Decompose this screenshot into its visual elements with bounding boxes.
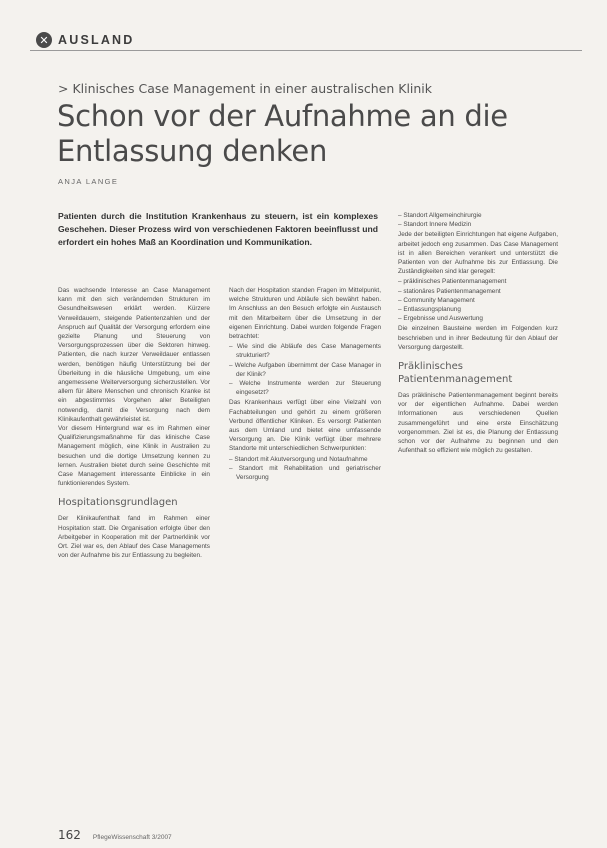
paragraph: Nach der Hospitation standen Fragen im Mittelpunkt, welche Strukturen und Abläufe sich bewährt haben. Im Anschluss an den Besuch erfolgte ein Austausch mit den Mitarbeitern über die Umsetzung in der eigenen Einrichtung. Dabei wurden folgende Fragen betrachtet:: [229, 287, 381, 341]
text-column-2: [229, 286, 381, 834]
article-lead: Patienten durch die Institution Krankenhaus zu steuern, ist ein komplexes Geschehen. Dieser Prozess wird von verschiedenen Faktoren beeinflusst und erfordert ein hohes Maß an Koordination und Kommunikation.: [58, 211, 378, 247]
list-item: – Welche Aufgaben übernimmt der Case Manager in der Klinik?: [229, 361, 381, 378]
bullet-list: [398, 211, 558, 229]
subheading: Hospitationsgrundlagen: [58, 497, 178, 509]
list-item: – Standort Allgemeinchirurgie: [398, 212, 482, 219]
list-item: – Wie sind die Abläufe des Case Managements strukturiert?: [229, 343, 381, 360]
journal-name: PflegeWissenschaft 3/2007: [92, 834, 172, 841]
paragraph: Vor diesem Hintergrund war es im Rahmen einer Qualifizierungsmaßnahme für das klinische Case Management möglich, eine Klinik in Australien zu besuchen und die dortige Umsetzung kennen zu lernen. Australien bietet durch seine Geschichte mit Case Management interessante Einblicke in ein funktionierendes System.: [58, 425, 210, 488]
paragraph: Das Krankenhaus verfügt über eine Vielzahl von Fachabteilungen und gehört zu einem größeren Verbund öffentlicher Kliniken. Es versorgt Patienten aus dem Umland und bietet eine umfassende Versorgung an. Die Klinik verfügt über mehrere Standorte mit unterschiedlichen Schwerpunkten:: [229, 399, 381, 453]
page-footer: [58, 828, 172, 842]
list-item: – Standort mit Rehabilitation und geriatrischer Versorgung: [229, 464, 381, 482]
article-author: ANJA LANGE: [58, 177, 119, 186]
paragraph: Das präklinische Patientenmanagement beginnt bereits vor der eigentlichen Aufnahme. Dabei werden Informationen aus verschiedenen Quellen zusammengeführt und eine erste Einschätzung vorgenommen. Ziel ist es, die Planung der Entlassung schon vor der Aufnahme zu beginnen und den Aufenthalt so effizient wie möglich zu gestalten.: [398, 392, 558, 455]
text-column-1: [58, 286, 210, 834]
list-item: – Standort Innere Medizin: [398, 221, 472, 229]
paragraph: Die einzelnen Bausteine werden im Folgenden kurz beschrieben und in ihrer Bedeutung für den Ablauf der Versorgung dargestellt.: [398, 325, 558, 351]
list-item: – Welche Instrumente werden zur Steuerung eingesetzt?: [229, 380, 381, 397]
article-title: Schon vor der Aufnahme an die Entlassung denken: [57, 99, 508, 168]
list-item: – stationäres Patientenmanagement: [398, 287, 501, 295]
list-item: – Ergebnisse und Auswertung: [398, 315, 483, 323]
list-item: – Entlassungsplanung: [398, 306, 461, 314]
subheading: Präklinisches Patientenmanagement: [398, 361, 513, 386]
text-column-3: [398, 210, 558, 830]
list-item: – Standort mit Akutversorgung und Notaufnahme: [229, 455, 368, 463]
bullet-list: [398, 277, 558, 323]
paragraph: Das wachsende Interesse an Case Management kann mit den sich verändernden Strukturen im Gesundheitswesen erklärt werden. Kürzere Verweildauern, steigende Patientenzahlen und der Anspruch auf Qualität der Versorgung erfordern eine gezielte Planung und Steuerung von Versorgungsprozessen über die Sektoren hinweg. Patienten, die nach kurzer Verweildauer entlassen werden, benötigen häufig Unterstützung bei der Überleitung in die häusliche Umgebung, um eine angemessene Weiterversorgung sicherzustellen. Vor allem für ältere Menschen und chronisch Kranke ist ein abgestimmtes Vorgehen aller Beteiligten notwendig, damit die Versorgung nach dem Klinikaufenthalt gewährleistet ist.: [58, 287, 210, 423]
bullet-list: [229, 455, 381, 483]
list-item: – präklinisches Patientenmanagement: [398, 278, 507, 286]
article-kicker: > Klinisches Case Management in einer australischen Klinik: [58, 81, 433, 96]
header-rule: [30, 50, 582, 51]
section-header: [36, 32, 135, 48]
section-label: AUSLAND: [58, 33, 135, 47]
list-item: – Community Management: [398, 296, 475, 304]
x-circle-icon: ✕: [36, 32, 52, 48]
bullet-list: [229, 342, 381, 397]
paragraph: Jede der beteiligten Einrichtungen hat eigene Aufgaben, arbeitet jedoch eng zusammen. Das Case Management ist in allen Bereichen verankert und unterstützt die Patienten von der Aufnahme bis zur Entlassung. Die Zuständigkeiten sind klar geregelt:: [398, 231, 558, 276]
page-number: 162: [58, 828, 81, 842]
paragraph: Der Klinikaufenthalt fand im Rahmen einer Hospitation statt. Die Organisation erfolgte über den Arbeitgeber in Kooperation mit der Partnerklinik vor Ort. Ziel war es, den Ablauf des Case Managements von der Aufnahme bis zur Entlassung zu begleiten.: [58, 515, 210, 560]
